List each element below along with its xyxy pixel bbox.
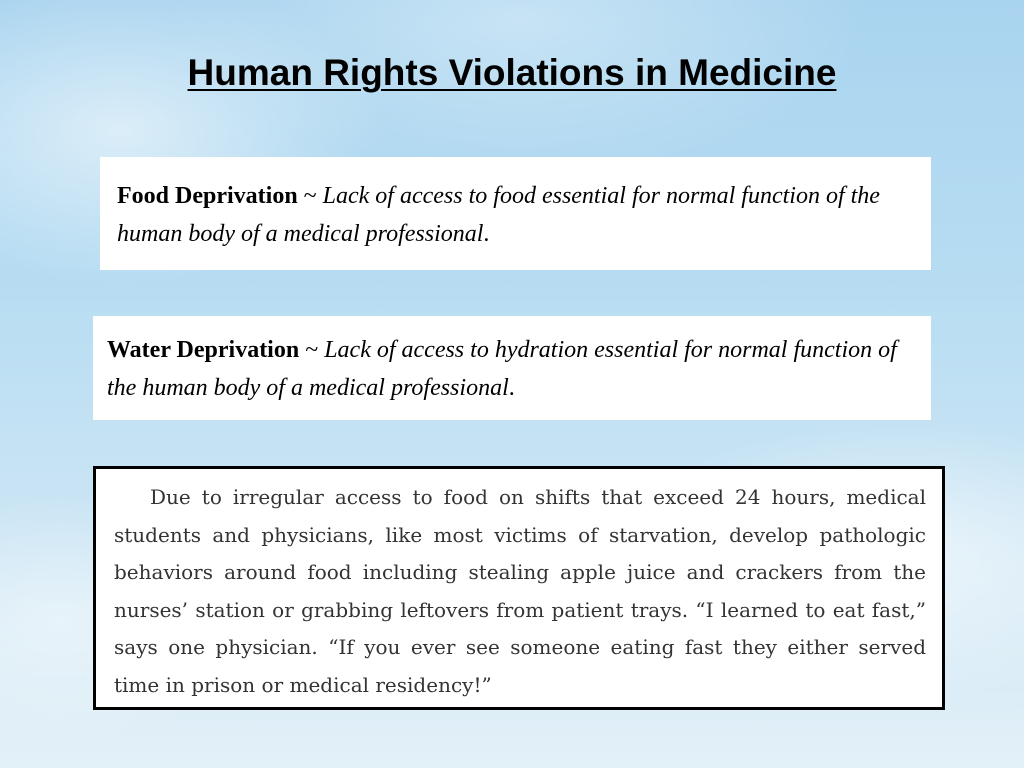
definition-text: Lack of access to hydration essential for normal function of the human body of a medical professional: [107, 337, 897, 401]
definition-period: .: [483, 221, 490, 247]
slide-title: Human Rights Violations in Medicine: [187, 52, 837, 93]
water-deprivation-definition: [93, 316, 931, 420]
definition-text: Lack of access to food essential for normal function of the human body of a medical professional: [117, 183, 880, 247]
definition-separator: ~: [299, 337, 325, 363]
definition-term: Food Deprivation: [117, 183, 298, 209]
quote-text: Due to irregular access to food on shifts that exceed 24 hours, medical students and physicians, like most victims of starvation, develop pathologic behaviors around food including stealing apple juice and crackers from the nurses’ station or grabbing leftovers from patient trays. “I learned to eat fast,” says one physician. “If you ever see someone eating fast they either served time in prison or medical residency!”: [114, 485, 926, 697]
definition-separator: ~: [297, 183, 323, 209]
definition-term: Water Deprivation: [107, 337, 300, 363]
quote-box: [93, 466, 945, 710]
food-deprivation-definition: [100, 157, 931, 270]
definition-period: .: [508, 375, 515, 401]
